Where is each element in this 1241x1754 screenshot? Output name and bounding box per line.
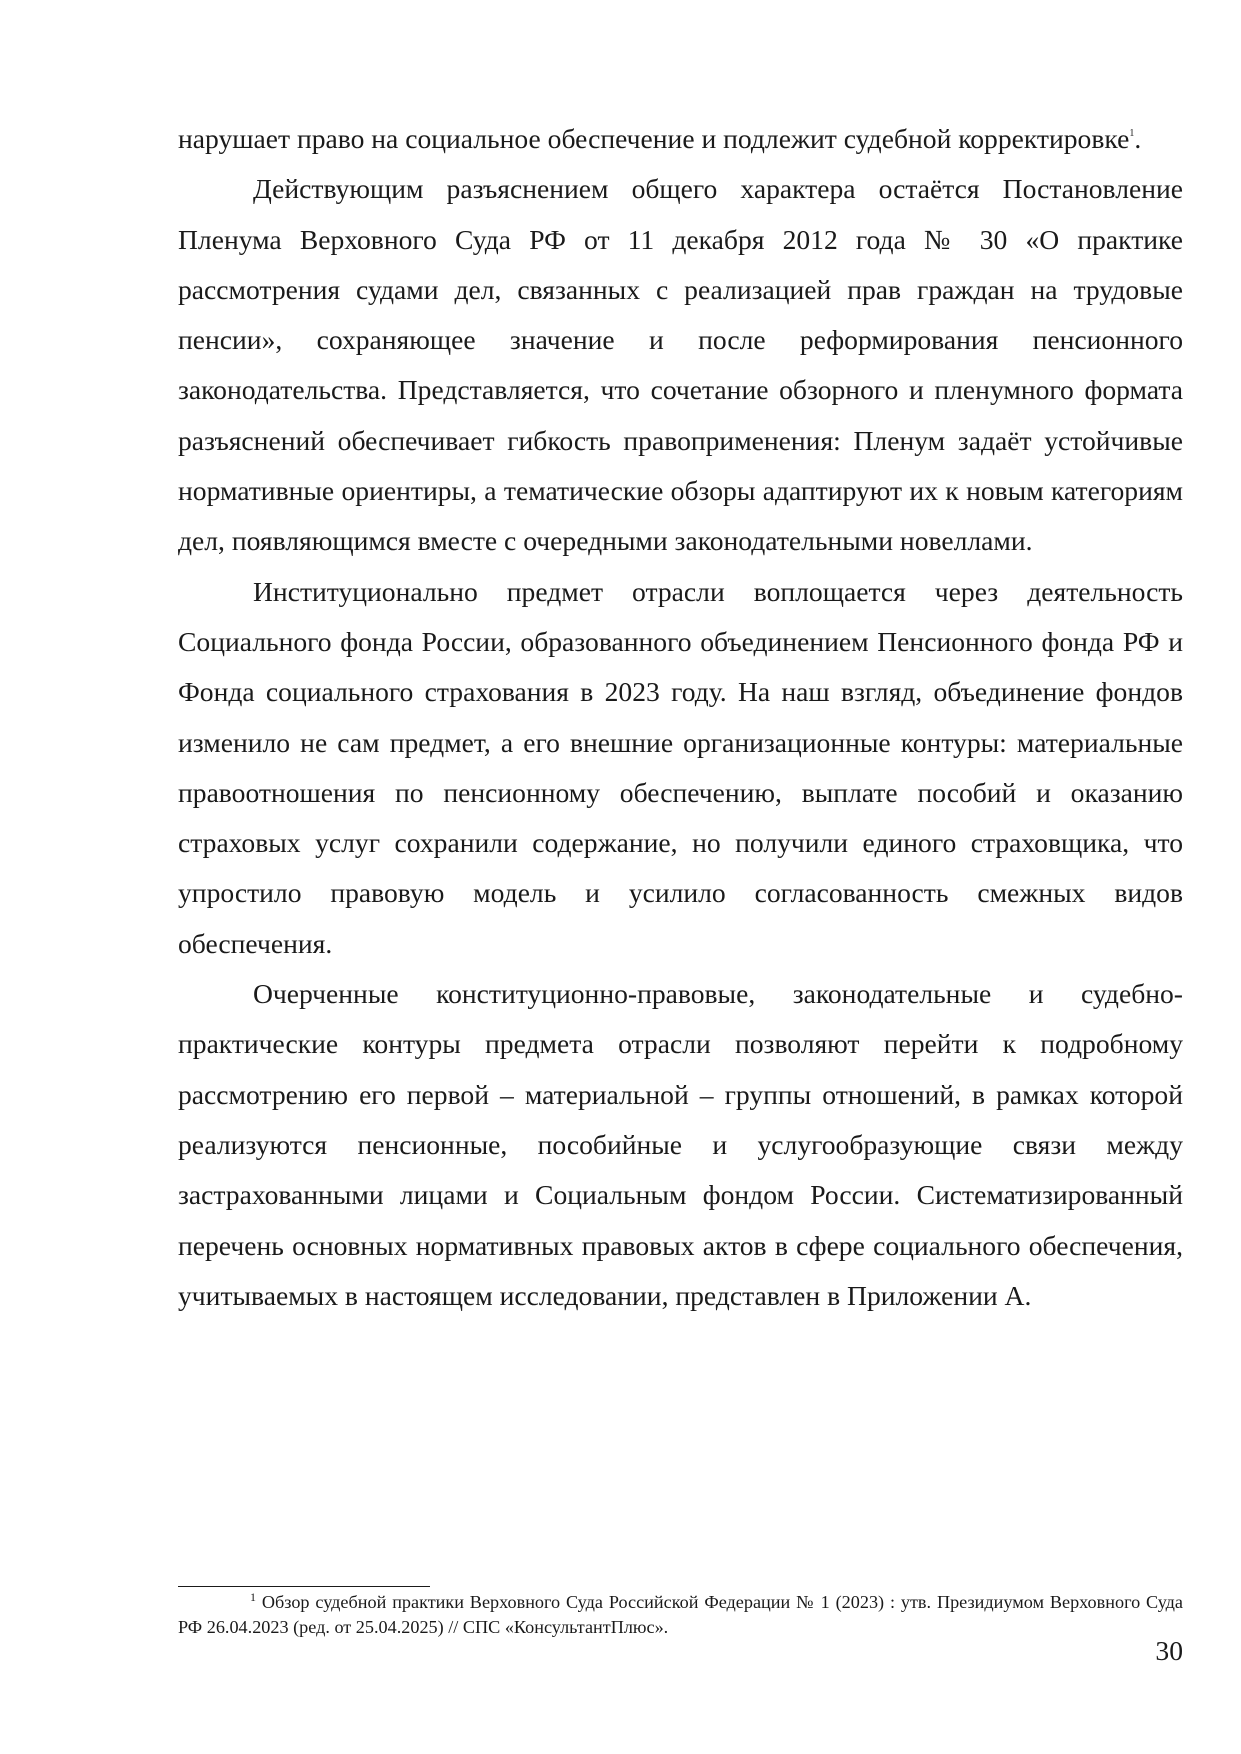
footnote-number: 1 [250, 1590, 256, 1604]
footnote [178, 1590, 1183, 1640]
footnote-text: Обзор судебной практики Верховного Суда Российской Федерации № 1 (2023) : утв. Президиумом Верховного Суда РФ 26.04.2023 (ред. от 25.04.2025) // СПС «КонсультантПлюс». [178, 1592, 1183, 1637]
paragraph-text: нарушает право на социальное обеспечение и подлежит судебной корректировке [178, 123, 1130, 154]
paragraph-text-end: . [1134, 123, 1142, 154]
paragraph: Очерченные конституционно-правовые, законодательные и судебно-практические контуры предмета отрасли позволяют перейти к подробному рассмотрению его первой – материальной – группы отношений, в рамках которой реализуются пенсионные, пособийные и услугообразующие связи между застрахованными лицами и Социальным фондом России. Систематизированный перечень основных нормативных правовых актов в сфере социального обеспечения, учитываемых в настоящем исследовании, представлен в Приложении А. [178, 978, 1183, 1311]
paragraph-continuation [178, 114, 1183, 164]
page-number: 30 [1155, 1635, 1183, 1666]
paragraph: Институционально предмет отрасли воплощается через деятельность Социального фонда России, образованного объединением Пенсионного фонда РФ и Фонда социального страхования в 2023 году. На наш взгляд, объединение фондов изменило не сам предмет, а его внешние организационные контуры: материальные правоотношения по пенсионному обеспечению, выплате пособий и оказанию страховых услуг сохранили содержание, но получили единого страховщика, что упростило правовую модель и усилило согласованность смежных видов обеспечения. [178, 575, 1183, 959]
footnote-reference[interactable]: 1 [1129, 128, 1135, 139]
paragraph: Действующим разъяснением общего характера остаётся Постановление Пленума Верховного Суда РФ от 11 декабря 2012 года № 30 «О практике рассмотрения судами дел, связанных с реализацией прав граждан на трудовые пенсии», сохраняющее значение и после реформирования пенсионного законодательства. Представляется, что сочетание обзорного и пленумного формата разъяснений обеспечивает гибкость правоприменения: Пленум задаёт устойчивые нормативные ориентиры, а тематические обзоры адаптируют их к новым категориям дел, появляющимся вместе с очередными законодательными новеллами. [178, 173, 1183, 557]
body-text [178, 114, 1183, 1321]
footnote-separator [178, 1586, 430, 1587]
